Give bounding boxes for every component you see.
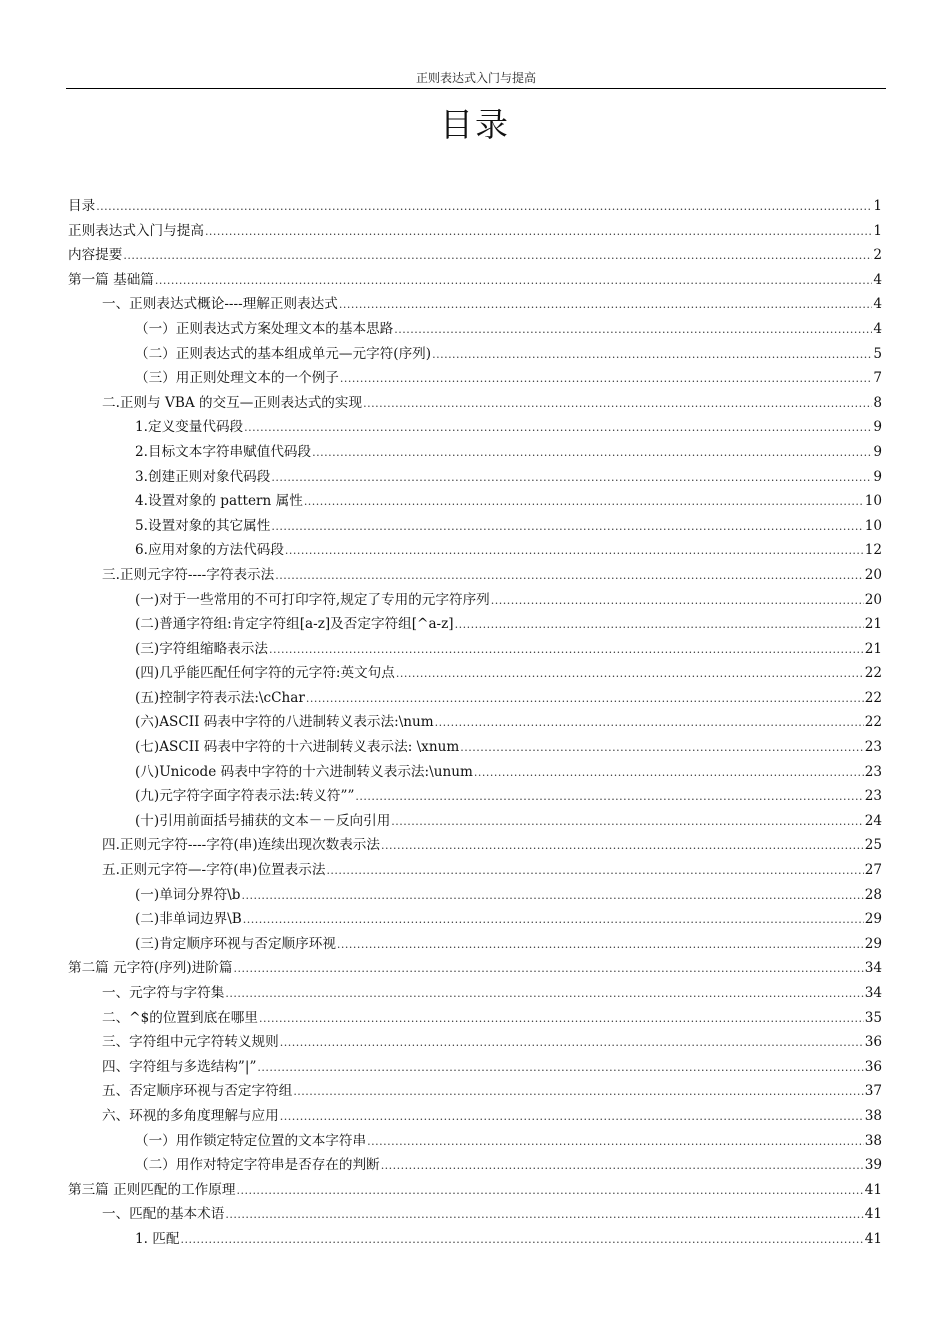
toc-page-number: 29 [864,935,882,952]
toc-entry[interactable] [68,932,882,957]
toc-entry[interactable] [68,883,882,908]
toc-entry[interactable] [68,1227,882,1252]
toc-page-number: 2 [873,247,882,264]
toc-entry[interactable] [68,809,882,834]
toc-entry[interactable] [68,735,882,760]
toc-entry-text: (九)元字符字面字符表示法:转义符”” [135,788,355,805]
toc-entry-text: 5.设置对象的其它属性 [135,517,271,534]
toc-entry-text: (一)单词分界符\b [135,886,241,903]
toc-entry[interactable] [68,981,882,1006]
toc-dot-leader [381,1154,864,1178]
toc-entry-text: 三、字符组中元字符转义规则 [102,1034,279,1051]
toc-entry[interactable] [68,784,882,809]
toc-entry[interactable] [68,833,882,858]
toc-page-number: 36 [864,1034,882,1051]
toc-dot-leader [326,859,863,883]
toc-page-number: 39 [864,1157,882,1174]
toc-page-number: 29 [864,911,882,928]
toc-dot-leader [391,810,863,834]
toc-entry[interactable] [68,612,882,637]
toc-entry-text: (二)非单词边界\B [135,911,242,928]
toc-dot-leader [233,957,863,981]
toc-entry[interactable] [68,1104,882,1129]
toc-entry[interactable] [68,686,882,711]
toc-page-number: 10 [864,517,882,534]
toc-entry-text: 1. 匹配 [135,1230,180,1247]
toc-page-number: 22 [864,665,882,682]
toc-page-number: 34 [864,960,882,977]
toc-entry[interactable] [68,415,882,440]
toc-dot-leader [396,662,864,686]
toc-page-number: 7 [873,370,882,387]
toc-entry-text: 二、^$的位置到底在哪里 [102,1009,258,1026]
toc-title: 目录 [440,105,510,144]
toc-page-number: 23 [864,763,882,780]
toc-entry-text: 一、正则表达式概论----理解正则表达式 [102,296,338,313]
toc-page-number: 1 [873,222,882,239]
toc-page-number: 5 [873,345,882,362]
toc-entry[interactable] [68,1030,882,1055]
toc-entry-text: (三)字符组缩略表示法 [135,640,268,657]
toc-dot-leader [269,638,864,662]
toc-dot-leader [339,293,872,317]
toc-entry-text: (三)肯定顺序环视与否定顺序环视 [135,935,336,952]
toc-entry[interactable] [68,760,882,785]
toc-page-number: 41 [864,1181,882,1198]
toc-entry[interactable] [68,1153,882,1178]
toc-entry[interactable] [68,710,882,735]
toc-entry[interactable] [68,465,882,490]
toc-entry[interactable] [68,1178,882,1203]
toc-entry-text: 6.应用对象的方法代码段 [135,542,284,559]
toc-page-number: 24 [864,812,882,829]
toc-dot-leader [432,343,872,367]
toc-dot-leader [259,1007,864,1031]
toc-dot-leader [304,490,864,514]
toc-dot-leader [293,1080,863,1104]
toc-dot-leader [355,785,863,809]
toc-dot-leader [337,933,864,957]
toc-entry[interactable] [68,292,882,317]
toc-dot-leader [455,613,864,637]
toc-entry-text: （三）用正则处理文本的一个例子 [135,370,339,387]
toc-dot-leader [123,244,872,268]
toc-page-number: 21 [864,640,882,657]
table-of-contents [68,194,882,1252]
toc-page-number: 21 [864,616,882,633]
toc-page-number: 20 [864,566,882,583]
toc-dot-leader [241,884,863,908]
toc-entry-text: 2.目标文本字符串赋值代码段 [135,443,312,460]
toc-entry-text: 五.正则元字符—-字符(串)位置表示法 [102,862,326,879]
toc-entry[interactable] [68,391,882,416]
toc-dot-leader [275,564,863,588]
toc-dot-leader [205,220,872,244]
toc-dot-leader [180,1228,863,1252]
toc-entry-text: 4.设置对象的 pattern 属性 [135,493,303,510]
toc-page-number: 38 [864,1132,882,1149]
toc-entry-text: 3.创建正则对象代码段 [135,468,271,485]
toc-dot-leader [271,466,872,490]
toc-page-number: 8 [873,394,882,411]
toc-entry[interactable] [68,563,882,588]
running-header: 正则表达式入门与提高 [415,71,536,85]
toc-entry-text: 一、元字符与字符集 [102,985,225,1001]
toc-dot-leader [155,269,872,293]
toc-entry[interactable] [68,637,882,662]
toc-entry-text: 第二篇 元字符(序列)进阶篇 [68,960,233,977]
toc-entry[interactable] [68,243,882,268]
toc-entry[interactable] [68,268,882,293]
toc-dot-leader [394,318,872,342]
toc-entry[interactable] [68,440,882,465]
toc-entry[interactable] [68,1129,882,1154]
toc-entry-text: (五)控制字符表示法:\cChar [135,689,305,706]
toc-entry[interactable] [68,858,882,883]
toc-entry[interactable] [68,1079,882,1104]
toc-entry[interactable] [68,1202,882,1227]
toc-entry-text: 四、字符组与多选结构”|” [102,1058,257,1075]
toc-entry-text: 五、否定顺序环视与否定字符组 [102,1083,293,1100]
toc-entry-text: （一）正则表达式方案处理文本的基本思路 [135,320,394,337]
toc-page-number: 4 [873,271,882,288]
toc-page-number: 28 [864,886,882,903]
toc-dot-leader [257,1056,863,1080]
toc-entry-text: 二.正则与 VBA 的交互—正则表达式的实现 [102,394,363,411]
header-rule [66,88,886,89]
toc-page-number: 9 [873,443,882,460]
toc-page-number: 38 [864,1107,882,1124]
toc-page-number: 4 [873,320,882,337]
toc-page-number: 35 [864,1009,882,1026]
toc-entry-text: (八)Unicode 码表中字符的十六进制转义表示法:\unum [135,763,473,780]
toc-entry[interactable] [68,956,882,981]
toc-entry-text: 第三篇 正则匹配的工作原理 [68,1181,236,1198]
toc-entry-text: 一、匹配的基本术语 [102,1206,225,1223]
toc-entry[interactable] [68,907,882,932]
toc-entry[interactable] [68,1006,882,1031]
toc-dot-leader [280,1105,864,1129]
toc-entry-text: 四.正则元字符----字符(串)连续出现次数表示法 [102,837,380,854]
toc-entry[interactable] [68,366,882,391]
toc-entry-text: 六、环视的多角度理解与应用 [102,1107,279,1124]
toc-entry-text: 目录 [68,198,96,214]
toc-dot-leader [460,736,863,760]
toc-entry-text: （二）用作对特定字符串是否存在的判断 [135,1157,380,1174]
toc-dot-leader [236,1179,863,1203]
toc-dot-leader [312,441,872,465]
toc-dot-leader [363,392,872,416]
toc-page-number: 9 [873,419,882,436]
toc-entry-text: (七)ASCII 码表中字符的十六进制转义表示法: \xnum [135,739,460,756]
toc-page-number: 23 [864,788,882,805]
toc-dot-leader [280,1031,864,1055]
toc-entry[interactable] [68,661,882,686]
toc-entry-text: (六)ASCII 码表中字符的八进制转义表示法:\num [135,714,434,731]
toc-page-number: 36 [864,1058,882,1075]
toc-page-number: 9 [873,468,882,485]
toc-page-number: 10 [864,493,882,510]
toc-dot-leader [243,908,864,932]
toc-page-number: 1 [873,198,882,214]
toc-entry-text: (二)普通字符组:肯定字符组[a-z]及否定字符组[^a-z] [135,616,454,633]
toc-page-number: 41 [864,1206,882,1223]
toc-entry-text: （一）用作锁定特定位置的文本字符串 [135,1132,367,1149]
toc-page-number: 12 [864,542,882,559]
toc-entry[interactable] [68,489,882,514]
toc-page-number: 34 [864,985,882,1001]
toc-page-number: 22 [864,689,882,706]
toc-entry-text: （二）正则表达式的基本组成单元—元字符(序列) [135,345,432,362]
toc-entry-text: (一)对于一些常用的不可打印字符,规定了专用的元字符序列 [135,591,490,608]
toc-entry-text: 1.定义变量代码段 [135,419,244,436]
toc-entry-text: 内容提要 [68,247,123,264]
toc-page-number: 25 [864,837,882,854]
toc-entry[interactable] [68,317,882,342]
toc-entry[interactable] [68,219,882,244]
toc-entry[interactable] [68,588,882,613]
toc-dot-leader [306,687,864,711]
toc-page-number: 20 [864,591,882,608]
toc-dot-leader [96,195,872,219]
toc-dot-leader [340,367,872,391]
toc-dot-leader [244,416,872,440]
toc-dot-leader [285,539,864,563]
toc-entry[interactable] [68,1055,882,1080]
toc-entry-text: (十)引用前面括号捕获的文本－－反向引用 [135,812,391,829]
toc-dot-leader [435,711,864,735]
toc-page-number: 4 [873,296,882,313]
toc-entry-text: 第一篇 基础篇 [68,271,154,288]
toc-page-number: 22 [864,714,882,731]
toc-dot-leader [225,982,863,1006]
toc-entry-text: (四)几乎能匹配任何字符的元字符:英文句点 [135,665,395,682]
toc-entry[interactable] [68,514,882,539]
toc-entry[interactable] [68,194,882,219]
toc-entry[interactable] [68,342,882,367]
toc-entry[interactable] [68,538,882,563]
toc-dot-leader [491,589,864,613]
toc-page-number: 41 [864,1230,882,1247]
toc-dot-leader [271,515,863,539]
toc-page-number: 37 [864,1083,882,1100]
toc-dot-leader [225,1203,863,1227]
toc-page-number: 23 [864,739,882,756]
toc-page-number: 27 [864,862,882,879]
toc-dot-leader [367,1130,864,1154]
toc-dot-leader [474,761,864,785]
toc-entry-text: 三.正则元字符----字符表示法 [102,566,275,583]
toc-dot-leader [381,834,864,858]
toc-entry-text: 正则表达式入门与提高 [68,222,204,239]
